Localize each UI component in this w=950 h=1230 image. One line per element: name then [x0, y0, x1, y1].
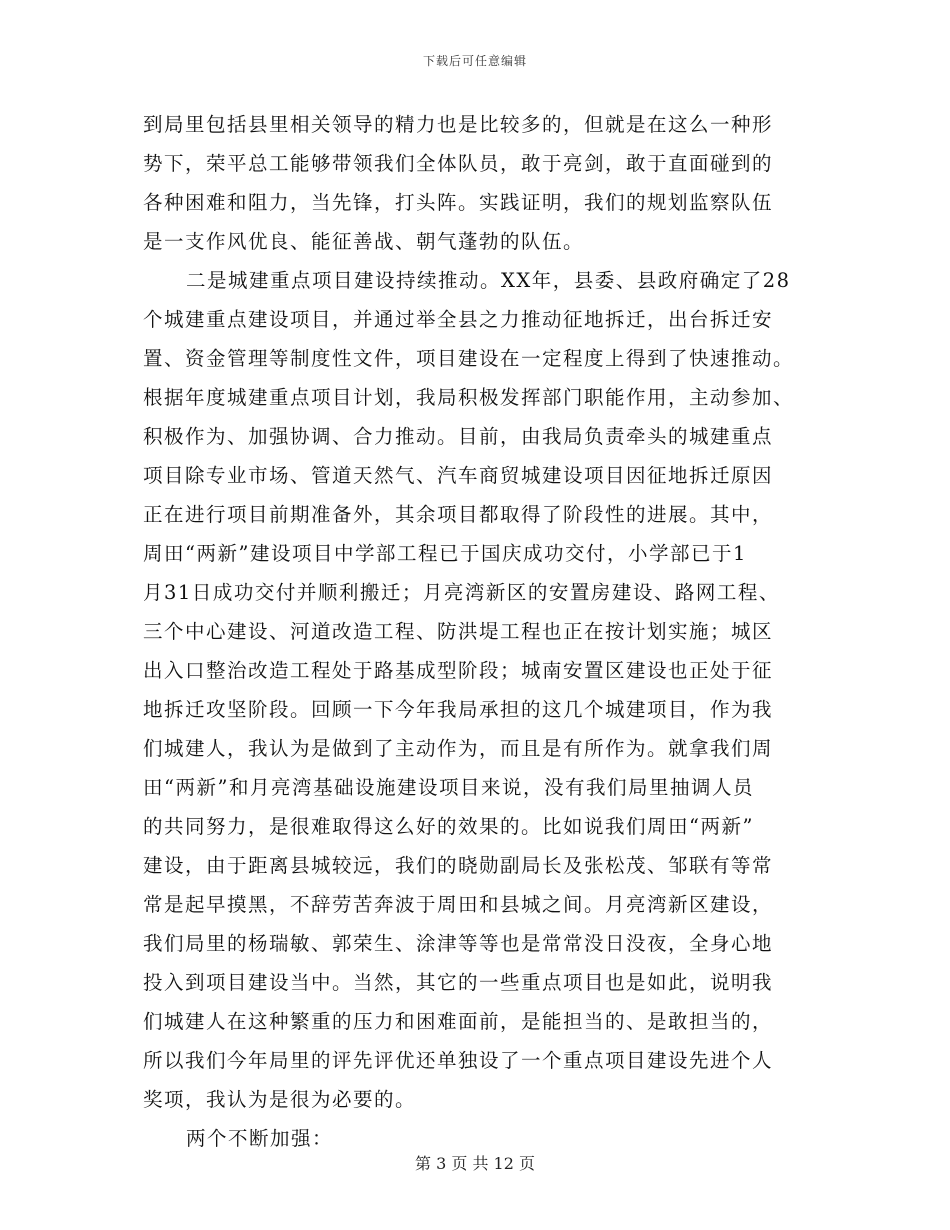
text-line: 项目除专业市场、管道天然气、汽车商贸城建设项目因征地拆迁原因	[143, 464, 774, 487]
document-body	[143, 105, 808, 1158]
section-heading-line: 两个不断加强：	[186, 1127, 334, 1150]
text-line: 所以我们今年局里的评先评优还单独设了一个重点项目建设先进个人	[143, 1049, 774, 1072]
text-line: 投入到项目建设当中。当然，其它的一些重点项目也是如此，说明我	[143, 971, 774, 994]
text-line: 月31日成功交付并顺利搬迁；月亮湾新区的安置房建设、路网工程、	[143, 581, 780, 604]
text-line: 正在进行项目前期准备外，其余项目都取得了阶段性的进展。其中，	[143, 503, 774, 526]
page-header: 下载后可任意编辑	[422, 54, 527, 68]
text-line: 到局里包括县里相关领导的精力也是比较多的，但就是在这么一种形	[143, 113, 774, 136]
text-line: 们城建人，我认为是做到了主动作为，而且是有所作为。就拿我们周	[143, 737, 774, 760]
text-line: 三个中心建设、河道改造工程、防洪堤工程也正在按计划实施；城区	[143, 620, 774, 643]
text-line: 势下，荣平总工能够带领我们全体队员，敢于亮剑，敢于直面碰到的	[143, 152, 774, 175]
text-line: 积极作为、加强协调、合力推动。目前，由我局负责牵头的城建重点	[143, 425, 774, 448]
text-line: 个城建重点建设项目，并通过举全县之力推动征地拆迁，出台拆迁安	[143, 308, 774, 331]
text-line: 的共同努力，是很难取得这么好的效果的。比如说我们周田“两新”	[143, 815, 754, 838]
text-line: 们城建人在这种繁重的压力和困难面前，是能担当的、是敢担当的，	[143, 1010, 774, 1033]
text-line: 常是起早摸黑，不辞劳苦奔波于周田和县城之间。月亮湾新区建设，	[143, 893, 774, 916]
text-line: 地拆迁攻坚阶段。回顾一下今年我局承担的这几个城建项目，作为我	[143, 698, 774, 721]
text-line: 置、资金管理等制度性文件，项目建设在一定程度上得到了快速推动。	[143, 347, 795, 370]
text-line: 各种困难和阻力，当先锋，打头阵。实践证明，我们的规划监察队伍	[143, 191, 774, 214]
text-line: 我们局里的杨瑞敏、郭荣生、涂津等等也是常常没日没夜，全身心地	[143, 932, 774, 955]
text-line: 田“两新”和月亮湾基础设施建设项目来说，没有我们局里抽调人员	[143, 776, 754, 799]
text-line: 周田“两新”建设项目中学部工程已于国庆成功交付，小学部已于1	[143, 542, 747, 565]
text-line: 是一支作风优良、能征善战、朝气蓬勃的队伍。	[143, 230, 585, 253]
text-line: 建设，由于距离县城较远，我们的晓勋副局长及张松茂、邹联有等常	[143, 854, 774, 877]
page-number-footer: 第 3 页 共 12 页	[415, 1154, 535, 1173]
text-line: 出入口整治改造工程处于路基成型阶段；城南安置区建设也正处于征	[143, 659, 774, 682]
text-line: 奖项，我认为是很为必要的。	[143, 1088, 417, 1111]
paragraph-start-line: 二是城建重点项目建设持续推动。XX年，县委、县政府确定了28	[186, 269, 791, 292]
text-line: 根据年度城建重点项目计划，我局积极发挥部门职能作用，主动参加、	[143, 386, 795, 409]
